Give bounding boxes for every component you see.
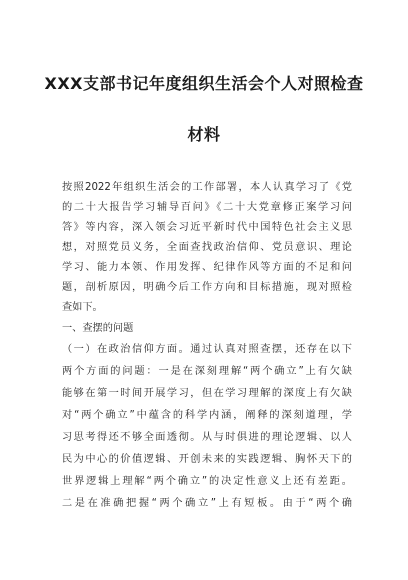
intro-line: 答》等内容，深入领会习近平新时代中国特色社会主义思 [62, 222, 352, 233]
section-heading: 一、查摆的问题 [62, 323, 134, 334]
section-one-line: 习思考得还不够全面透彻。从与时俱进的理论逻辑、以人 [62, 432, 352, 443]
document-title-line-1: XXX支部书记年度组织生活会个人对照检查 [44, 74, 364, 93]
section-one-line: 世界逻辑上理解“两个确立”的决定性意义上还有差距。 [62, 476, 352, 487]
section-one-line: 二是在准确把握“两个确立”上有短板。由于“两个确 [62, 498, 352, 509]
section-one-line: 两个方面的问题：一是在深刻理解“两个确立”上有欠缺 [62, 366, 352, 377]
intro-line: 查如下。 [62, 302, 103, 313]
intro-line: 学习、能力本领、作用发挥、纪律作风等方面的不足和问 [62, 262, 352, 273]
section-one-line: 民为中心的价值逻辑、开创未来的实践逻辑、胸怀天下的 [62, 454, 352, 465]
intro-line: 想，对照党员义务，全面查找政治信仰、党员意识、理论 [62, 242, 352, 253]
section-one-line: 对“两个确立”中蕴含的科学内涵，阐释的深刻道理，学 [62, 410, 352, 421]
intro-line: 题，剖析原因，明确今后工作方向和目标措施，现对照检 [62, 282, 352, 293]
section-one-line: （一）在政治信仰方面。通过认真对照查摆，还存在以下 [62, 344, 352, 355]
document-title-line-2: 材料 [187, 125, 221, 144]
intro-line: 按照2022年组织生活会的工作部署，本人认真学习了《党 [62, 182, 352, 193]
intro-line: 的二十大报告学习辅导百问》《二十大党章修正案学习问 [62, 202, 352, 213]
section-one-line: 能够在第一时间开展学习，但在学习理解的深度上有欠缺 [62, 388, 352, 399]
